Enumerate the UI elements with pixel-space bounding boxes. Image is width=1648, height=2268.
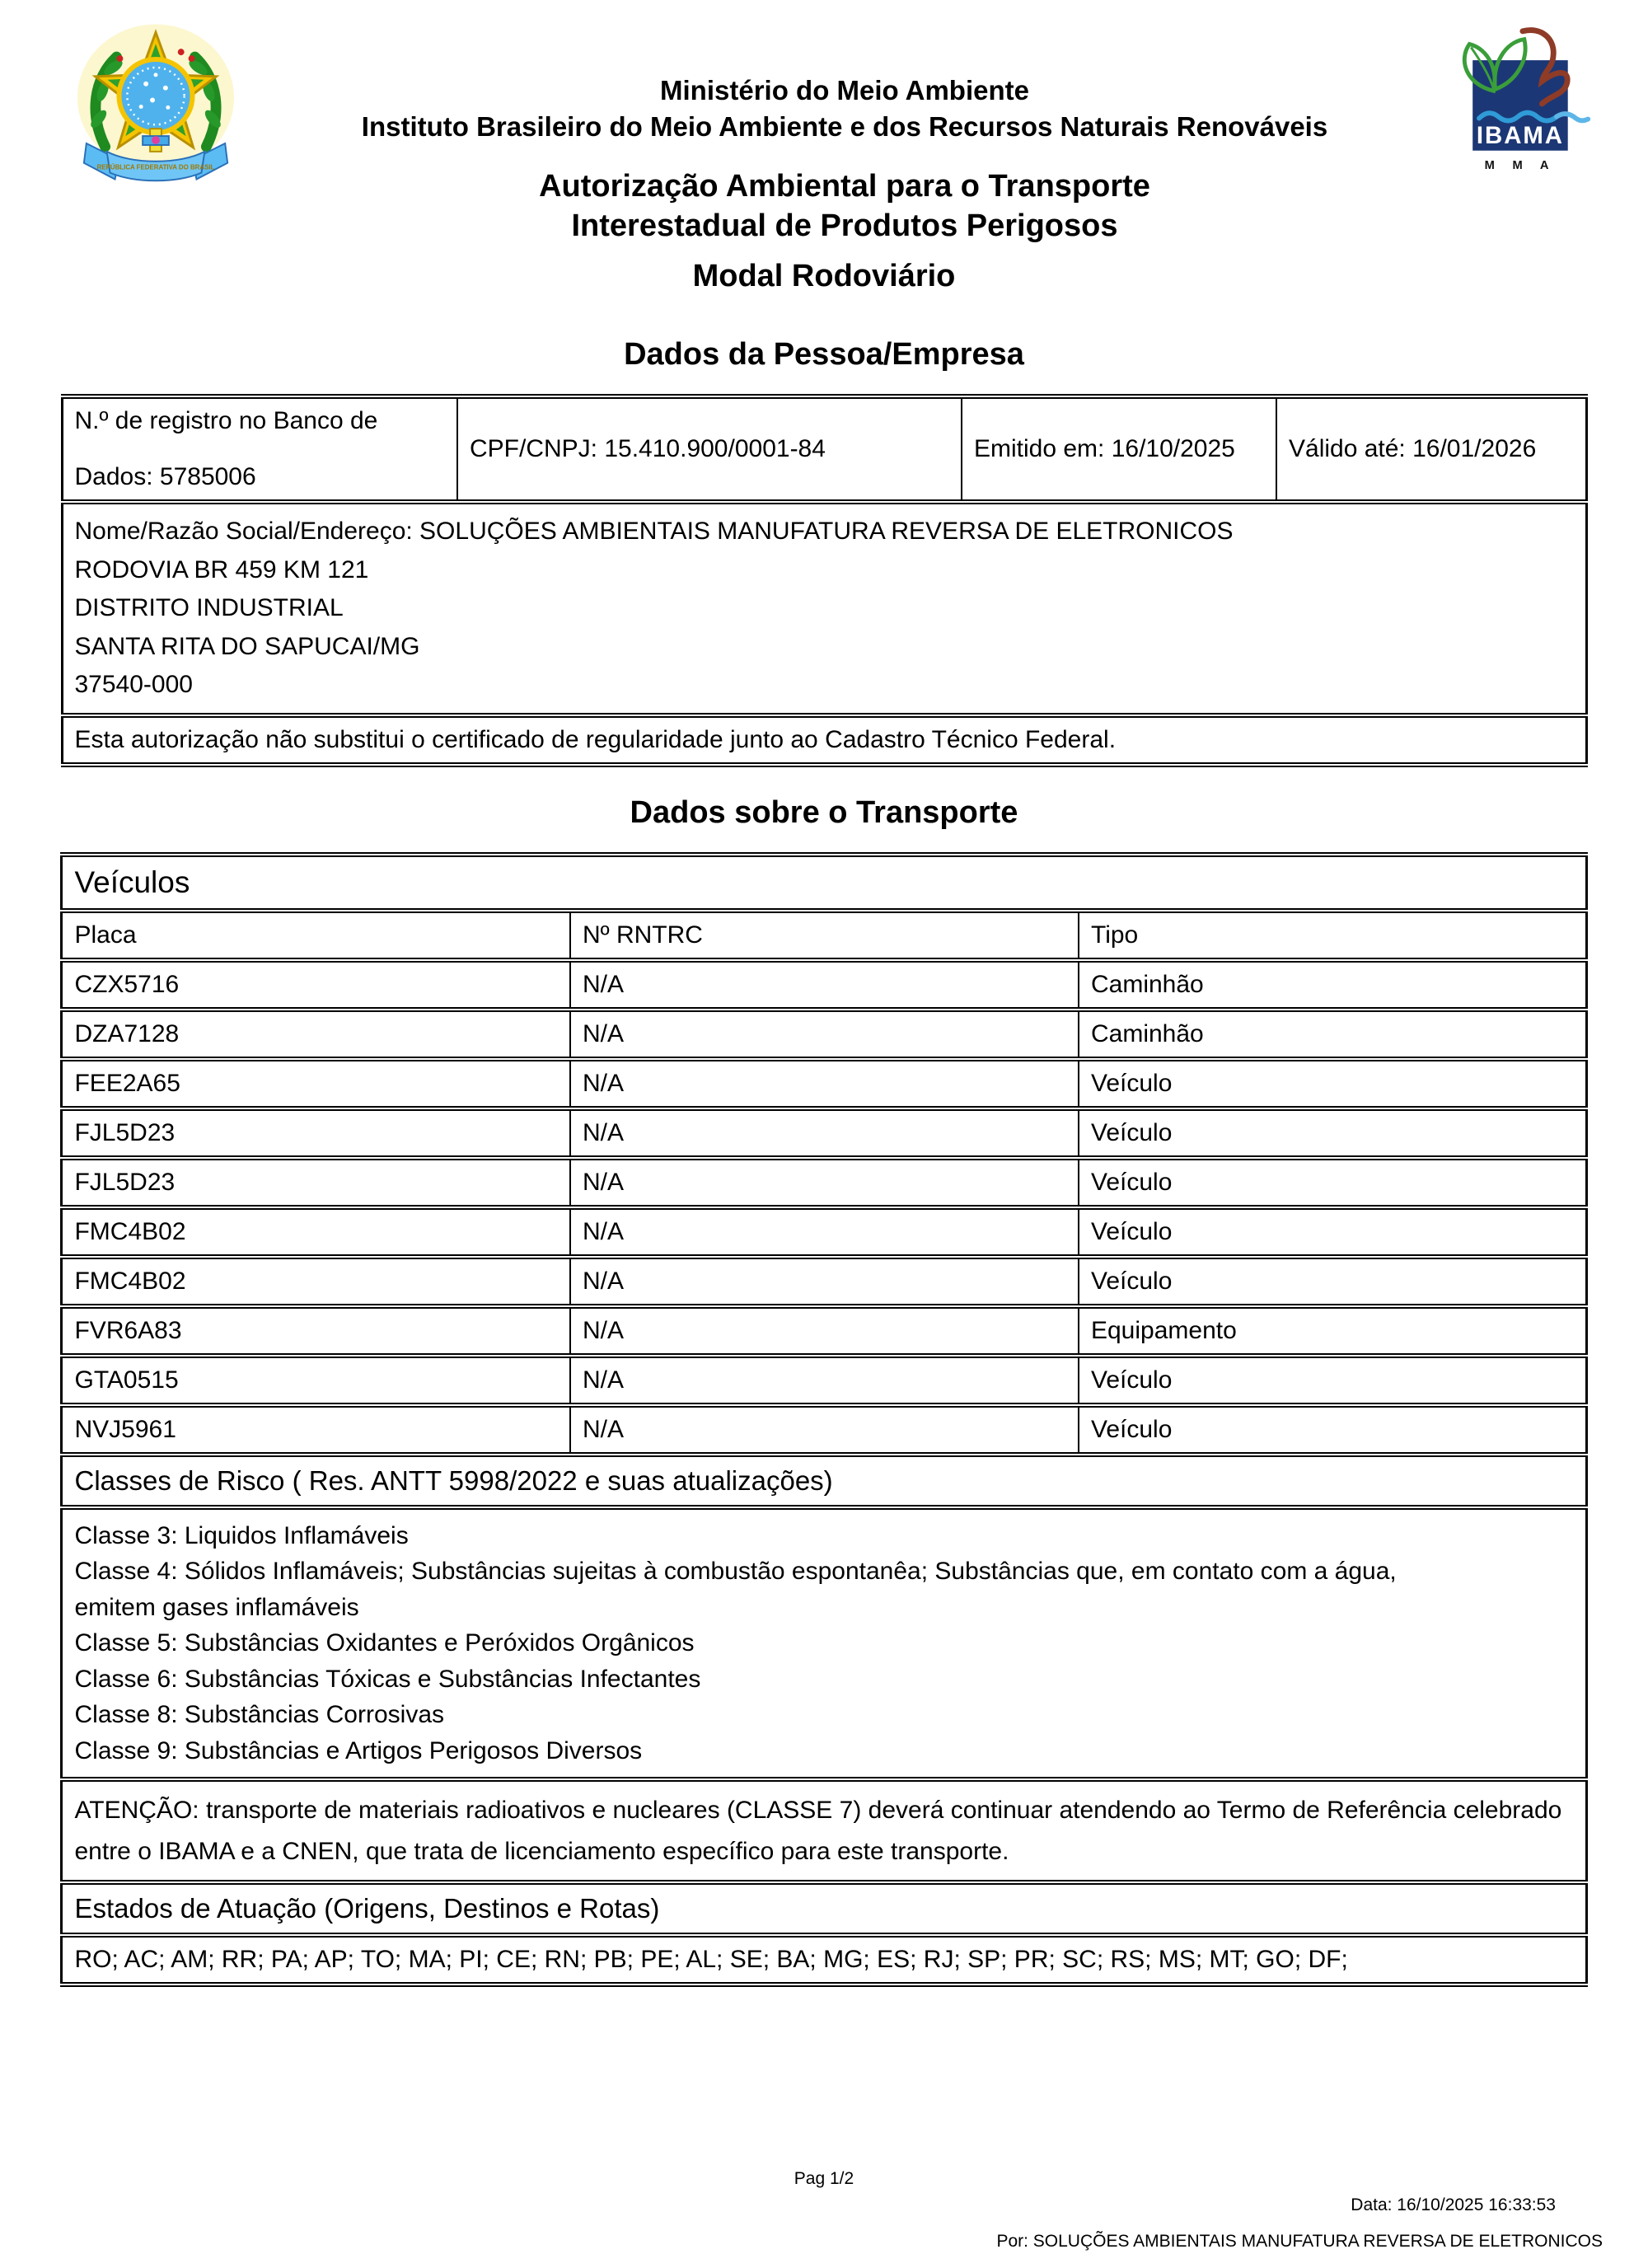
ministry-name: Ministério do Meio Ambiente (660, 75, 1029, 105)
ibama-logo (1442, 21, 1595, 183)
table-row (62, 1455, 1586, 1507)
table-row (62, 1405, 1586, 1455)
tipo-cell: Veículo (1079, 1405, 1586, 1455)
authorization-note-cell: Esta autorização não substitui o certificado de regularidade junto ao Cadastro Técnico Federal. (62, 715, 1586, 765)
address-line: 37540-000 (74, 671, 193, 698)
address-line: DISTRITO INDUSTRIAL (74, 594, 344, 621)
risk-classes-title: Classes de Risco ( Res. ANTT 5998/2022 e suas atualizações) (62, 1455, 1586, 1507)
attention-notice-cell: ATENÇÃO: transporte de materiais radioativos e nucleares (CLASSE 7) deverá continuar atendendo ao Termo de Referência celebrado entre o IBAMA e a CNEN, que trata de licenciamento específico para este transporte. (62, 1779, 1586, 1882)
table-row (62, 1010, 1586, 1059)
address-line: RODOVIA BR 459 KM 121 (74, 555, 369, 583)
rntrc-cell: N/A (570, 1010, 1079, 1059)
table-row (62, 855, 1586, 911)
rntrc-cell: N/A (570, 1158, 1079, 1207)
placa-cell: FMC4B02 (62, 1207, 570, 1257)
person-section-heading: Dados da Pessoa/Empresa (624, 337, 1024, 372)
institute-name: Instituto Brasileiro do Meio Ambiente e dos Recursos Naturais Renováveis (361, 110, 1328, 142)
risk-class-line: Classe 6: Substâncias Tóxicas e Substâncias Infectantes (74, 1665, 701, 1693)
transport-section-heading: Dados sobre o Transporte (630, 794, 1018, 830)
table-row (62, 1935, 1586, 1984)
table-row (62, 1059, 1586, 1108)
risk-class-line: emitem gases inflamáveis (74, 1593, 359, 1621)
table-row (62, 502, 1586, 715)
page-number: Pag 1/2 (794, 2169, 854, 2188)
placa-cell: FJL5D23 (62, 1108, 570, 1158)
rntrc-cell: N/A (570, 1059, 1079, 1108)
registry-label-line2: Dados: 5785006 (74, 463, 256, 490)
vehicles-table-title: Veículos (62, 855, 1586, 911)
tipo-cell: Veículo (1079, 1059, 1586, 1108)
tipo-cell: Veículo (1079, 1257, 1586, 1306)
placa-cell: FEE2A65 (62, 1059, 570, 1108)
address-line: SANTA RITA DO SAPUCAI/MG (74, 632, 420, 660)
footer-issued-by: Por: SOLUÇÕES AMBIENTAIS MANUFATURA REVERSA DE ELETRONICOS (996, 2232, 1603, 2251)
ibama-wordmark: IBAMA (1476, 121, 1564, 149)
risk-class-line: Classe 9: Substâncias e Artigos Perigosos Diversos (74, 1736, 643, 1764)
risk-classes-cell (62, 1507, 1586, 1780)
rntrc-cell: N/A (570, 1108, 1079, 1158)
name-address-cell (62, 502, 1586, 715)
vehicles-table (60, 852, 1587, 1988)
placa-cell: DZA7128 (62, 1010, 570, 1059)
table-row (62, 1779, 1586, 1882)
rntrc-cell: N/A (570, 1356, 1079, 1405)
rntrc-cell: N/A (570, 1257, 1079, 1306)
tipo-cell: Caminhão (1079, 960, 1586, 1010)
states-title: Estados de Atuação (Origens, Destinos e Rotas) (62, 1882, 1586, 1935)
table-row (62, 1356, 1586, 1405)
modal-heading: Modal Rodoviário (692, 259, 956, 293)
rntrc-cell: N/A (570, 960, 1079, 1010)
tipo-cell: Caminhão (1079, 1010, 1586, 1059)
tipo-cell: Veículo (1079, 1356, 1586, 1405)
document-header (0, 0, 1648, 244)
risk-class-line: Classe 4: Sólidos Inflamáveis; Substâncias sujeitas à combustão espontanêa; Substâncias que, em contato com a água, (74, 1558, 1397, 1585)
tipo-cell: Veículo (1079, 1207, 1586, 1257)
issued-date-cell: Emitido em: 16/10/2025 (962, 396, 1276, 502)
document-title-line2: Interestadual de Produtos Perigosos (571, 209, 1118, 244)
registry-label-line1: N.º de registro no Banco de (74, 407, 378, 434)
coat-of-arms-ribbon-text: REPÚBLICA FEDERATIVA DO BRASIL (96, 163, 215, 171)
table-row (62, 1882, 1586, 1935)
registry-number-cell (62, 396, 457, 502)
column-header-placa: Placa (62, 911, 570, 960)
header-titles (206, 73, 1483, 246)
table-row (62, 1507, 1586, 1780)
column-header-tipo: Tipo (1079, 911, 1586, 960)
column-header-rntrc: Nº RNTRC (570, 911, 1079, 960)
table-row (62, 715, 1586, 765)
table-row (62, 1306, 1586, 1356)
table-header-row (62, 911, 1586, 960)
cpf-cnpj-cell: CPF/CNPJ: 15.410.900/0001-84 (457, 396, 962, 502)
ibama-mma-text: M M A (1484, 159, 1557, 173)
placa-cell: CZX5716 (62, 960, 570, 1010)
document-title-line1: Autorização Ambiental para o Transporte (539, 168, 1150, 204)
footer-date: Data: 16/10/2025 16:33:53 (1351, 2195, 1556, 2214)
risk-class-line: Classe 5: Substâncias Oxidantes e Peróxidos Orgânicos (74, 1629, 695, 1656)
table-row (62, 1207, 1586, 1257)
document-title (206, 166, 1483, 246)
tipo-cell: Equipamento (1079, 1306, 1586, 1356)
valid-until-cell: Válido até: 16/01/2026 (1276, 396, 1586, 502)
placa-cell: FVR6A83 (62, 1306, 570, 1356)
table-row (62, 396, 1586, 502)
states-list-cell: RO; AC; AM; RR; PA; AP; TO; MA; PI; CE; RN; PB; PE; AL; SE; BA; MG; ES; RJ; SP; PR; SC; RS; MS; MT; GO; DF; (62, 1935, 1586, 1984)
risk-class-line: Classe 8: Substâncias Corrosivas (74, 1701, 445, 1728)
table-row (62, 960, 1586, 1010)
rntrc-cell: N/A (570, 1405, 1079, 1455)
placa-cell: FMC4B02 (62, 1257, 570, 1306)
table-row (62, 1158, 1586, 1207)
placa-cell: NVJ5961 (62, 1405, 570, 1455)
risk-class-line: Classe 3: Liquidos Inflamáveis (74, 1521, 409, 1549)
table-row (62, 1257, 1586, 1306)
person-company-table (61, 394, 1588, 767)
table-row (62, 1108, 1586, 1158)
address-line: Nome/Razão Social/Endereço: SOLUÇÕES AMBIENTAIS MANUFATURA REVERSA DE ELETRONICOS (74, 518, 1234, 545)
tipo-cell: Veículo (1079, 1158, 1586, 1207)
placa-cell: FJL5D23 (62, 1158, 570, 1207)
rntrc-cell: N/A (570, 1207, 1079, 1257)
tipo-cell: Veículo (1079, 1108, 1586, 1158)
placa-cell: GTA0515 (62, 1356, 570, 1405)
rntrc-cell: N/A (570, 1306, 1079, 1356)
